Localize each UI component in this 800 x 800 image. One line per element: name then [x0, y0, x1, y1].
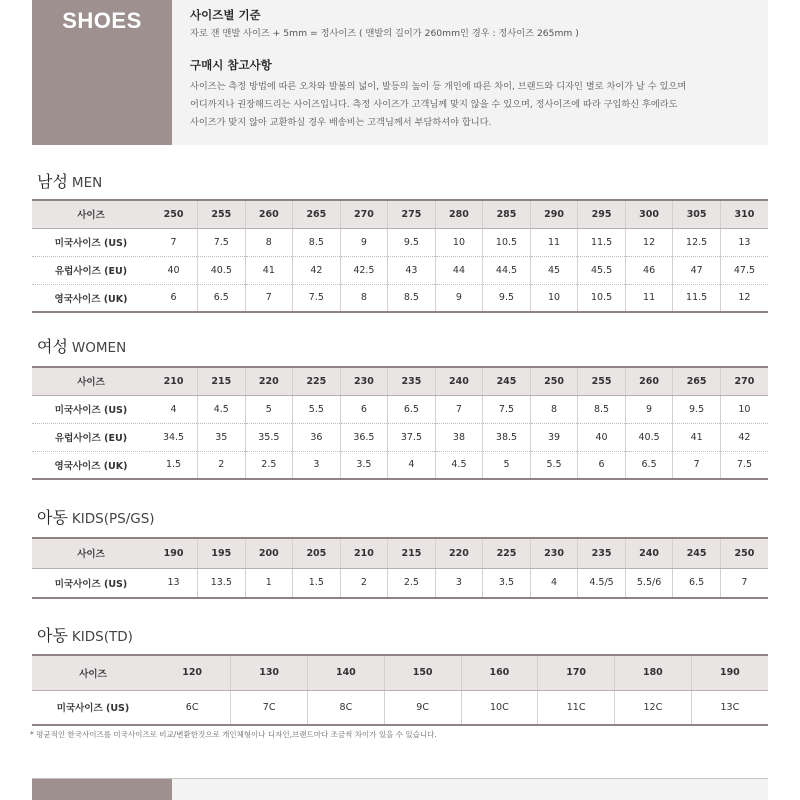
size-cell: 44.5	[483, 256, 531, 284]
men-section-title	[37, 169, 102, 192]
size-cell: 180	[615, 655, 692, 690]
size-cell: 255	[578, 367, 626, 395]
men-title-ko: 남성	[37, 172, 68, 191]
size-cell: 255	[198, 200, 246, 228]
size-cell: 42.5	[340, 256, 388, 284]
kids-td-title-en: KIDS(TD)	[71, 629, 133, 645]
size-cell: 6.5	[388, 395, 436, 423]
size-cell: 40.5	[198, 256, 246, 284]
criteria-title: 사이즈별 기준	[190, 8, 261, 22]
size-cell: 4.5	[198, 395, 246, 423]
row-label: 사이즈	[32, 200, 150, 228]
men-size-table	[32, 199, 768, 313]
size-cell: 12	[720, 284, 768, 312]
size-cell: 190	[691, 655, 768, 690]
size-row	[32, 423, 768, 451]
size-cell: 8.5	[578, 395, 626, 423]
size-cell: 5	[245, 395, 293, 423]
kids-gs-title-en: KIDS(PS/GS)	[71, 511, 155, 527]
size-cell: 5.5	[530, 451, 578, 479]
size-cell: 39	[530, 423, 578, 451]
size-cell: 250	[150, 200, 198, 228]
size-cell: 8	[245, 228, 293, 256]
kids-gs-title-ko: 아동	[37, 508, 68, 527]
size-cell: 4.5/5	[578, 568, 626, 598]
size-cell: 11	[625, 284, 673, 312]
size-cell: 45	[530, 256, 578, 284]
size-cell: 285	[483, 200, 531, 228]
size-cell: 225	[293, 367, 341, 395]
size-cell: 120	[154, 655, 231, 690]
row-label: 미국사이즈 (US)	[32, 568, 150, 598]
size-cell: 200	[245, 538, 293, 568]
kids-gs-size-table	[32, 537, 768, 599]
size-cell: 9	[625, 395, 673, 423]
size-cell: 9C	[384, 690, 461, 725]
shoes-tab-label: SHOES	[62, 8, 142, 33]
size-row	[32, 284, 768, 312]
size-cell: 47	[673, 256, 721, 284]
size-cell: 235	[388, 367, 436, 395]
women-title-ko: 여성	[37, 337, 68, 356]
size-cell: 245	[483, 367, 531, 395]
kids-gs-section-title	[37, 505, 155, 528]
row-label: 사이즈	[32, 538, 150, 568]
size-cell: 2	[340, 568, 388, 598]
size-cell: 11C	[538, 690, 615, 725]
size-cell: 265	[673, 367, 721, 395]
row-label: 유럽사이즈 (EU)	[32, 256, 150, 284]
size-row	[32, 395, 768, 423]
notes-line-3: 사이즈가 맞지 않아 교환하실 경우 배송비는 고객님께서 부담하셔야 합니다.	[190, 117, 492, 128]
size-cell: 275	[388, 200, 436, 228]
size-cell: 10.5	[483, 228, 531, 256]
size-cell: 1	[245, 568, 293, 598]
size-row	[32, 568, 768, 598]
kids-td-size-table	[32, 654, 768, 726]
size-cell: 230	[530, 538, 578, 568]
size-cell: 130	[231, 655, 308, 690]
size-cell: 4.5	[435, 451, 483, 479]
footnote: * 평균적인 한국사이즈를 미국사이즈로 비교/변환한것으로 개인체형이나 디자인,브랜드마다 조금씩 차이가 있을 수 있습니다.	[30, 730, 437, 739]
footer-tab	[32, 779, 172, 800]
row-label: 미국사이즈 (US)	[32, 690, 154, 725]
size-cell: 6.5	[625, 451, 673, 479]
size-cell: 13	[720, 228, 768, 256]
size-cell: 210	[150, 367, 198, 395]
size-cell: 8	[530, 395, 578, 423]
men-title-en: MEN	[71, 175, 103, 191]
size-cell: 10	[435, 228, 483, 256]
women-section-title	[37, 334, 126, 357]
size-cell: 12	[625, 228, 673, 256]
size-cell: 215	[388, 538, 436, 568]
size-cell: 40	[578, 423, 626, 451]
size-cell: 310	[720, 200, 768, 228]
size-cell: 43	[388, 256, 436, 284]
size-cell: 7	[435, 395, 483, 423]
size-cell: 225	[483, 538, 531, 568]
row-label: 사이즈	[32, 655, 154, 690]
size-header-row	[32, 367, 768, 395]
size-cell: 6.5	[198, 284, 246, 312]
size-cell: 300	[625, 200, 673, 228]
size-cell: 240	[625, 538, 673, 568]
size-cell: 8C	[308, 690, 385, 725]
size-cell: 41	[673, 423, 721, 451]
size-cell: 12.5	[673, 228, 721, 256]
size-cell: 2.5	[388, 568, 436, 598]
size-cell: 34.5	[150, 423, 198, 451]
size-cell: 41	[245, 256, 293, 284]
size-cell: 42	[720, 423, 768, 451]
size-cell: 235	[578, 538, 626, 568]
notes-line-2: 어디까지나 권장해드리는 사이즈입니다. 측정 사이즈가 고객님께 맞지 않을 수 있으며, 정사이즈에 따라 구입하신 후에라도	[190, 99, 678, 110]
size-cell: 260	[625, 367, 673, 395]
size-cell: 7.5	[293, 284, 341, 312]
size-cell: 7	[673, 451, 721, 479]
size-cell: 305	[673, 200, 721, 228]
size-cell: 9	[435, 284, 483, 312]
size-cell: 210	[340, 538, 388, 568]
size-cell: 260	[245, 200, 293, 228]
size-cell: 245	[673, 538, 721, 568]
size-cell: 7	[150, 228, 198, 256]
size-cell: 240	[435, 367, 483, 395]
size-cell: 11	[530, 228, 578, 256]
size-cell: 10C	[461, 690, 538, 725]
size-cell: 5.5/6	[625, 568, 673, 598]
size-cell: 190	[150, 538, 198, 568]
size-cell: 10	[530, 284, 578, 312]
size-cell: 10.5	[578, 284, 626, 312]
size-cell: 290	[530, 200, 578, 228]
size-cell: 38.5	[483, 423, 531, 451]
footer-panel	[172, 779, 768, 800]
size-cell: 3.5	[483, 568, 531, 598]
size-cell: 265	[293, 200, 341, 228]
criteria-text: 자로 잰 맨발 사이즈 + 5mm = 정사이즈 ( 맨발의 길이가 260mm인 경우 : 정사이즈 265mm )	[190, 28, 579, 39]
size-cell: 7	[720, 568, 768, 598]
size-cell: 3	[293, 451, 341, 479]
size-cell: 13.5	[198, 568, 246, 598]
size-cell: 40	[150, 256, 198, 284]
size-header-row	[32, 538, 768, 568]
size-cell: 37.5	[388, 423, 436, 451]
row-label: 사이즈	[32, 367, 150, 395]
size-cell: 7C	[231, 690, 308, 725]
size-cell: 6C	[154, 690, 231, 725]
size-cell: 3.5	[340, 451, 388, 479]
row-label: 미국사이즈 (US)	[32, 395, 150, 423]
size-cell: 2.5	[245, 451, 293, 479]
size-cell: 205	[293, 538, 341, 568]
size-cell: 7.5	[720, 451, 768, 479]
size-cell: 2	[198, 451, 246, 479]
size-cell: 220	[245, 367, 293, 395]
women-size-table	[32, 366, 768, 480]
size-cell: 220	[435, 538, 483, 568]
size-cell: 250	[720, 538, 768, 568]
size-cell: 9.5	[483, 284, 531, 312]
size-cell: 13	[150, 568, 198, 598]
size-cell: 9.5	[388, 228, 436, 256]
size-cell: 6	[340, 395, 388, 423]
size-cell: 36.5	[340, 423, 388, 451]
women-title-en: WOMEN	[71, 340, 127, 356]
size-cell: 3	[435, 568, 483, 598]
size-cell: 5	[483, 451, 531, 479]
size-cell: 195	[198, 538, 246, 568]
size-cell: 36	[293, 423, 341, 451]
size-cell: 215	[198, 367, 246, 395]
size-cell: 11.5	[673, 284, 721, 312]
size-cell: 280	[435, 200, 483, 228]
size-cell: 8.5	[388, 284, 436, 312]
size-cell: 140	[308, 655, 385, 690]
size-header-row	[32, 655, 768, 690]
size-row	[32, 451, 768, 479]
size-row	[32, 690, 768, 725]
size-cell: 42	[293, 256, 341, 284]
size-cell: 1.5	[150, 451, 198, 479]
size-cell: 6	[150, 284, 198, 312]
size-cell: 170	[538, 655, 615, 690]
size-cell: 230	[340, 367, 388, 395]
size-cell: 4	[388, 451, 436, 479]
size-cell: 250	[530, 367, 578, 395]
size-cell: 6	[578, 451, 626, 479]
size-cell: 150	[384, 655, 461, 690]
size-cell: 40.5	[625, 423, 673, 451]
size-cell: 5.5	[293, 395, 341, 423]
size-cell: 10	[720, 395, 768, 423]
size-cell: 9	[340, 228, 388, 256]
size-cell: 8	[340, 284, 388, 312]
size-cell: 295	[578, 200, 626, 228]
size-cell: 46	[625, 256, 673, 284]
size-cell: 160	[461, 655, 538, 690]
size-cell: 35.5	[245, 423, 293, 451]
size-cell: 47.5	[720, 256, 768, 284]
size-cell: 270	[340, 200, 388, 228]
size-cell: 13C	[691, 690, 768, 725]
size-cell: 12C	[615, 690, 692, 725]
size-cell: 7.5	[483, 395, 531, 423]
shoes-tab	[32, 0, 172, 145]
size-cell: 6.5	[673, 568, 721, 598]
size-cell: 7.5	[198, 228, 246, 256]
notes-line-1: 사이즈는 측정 방법에 따른 오차와 발볼의 넓이, 발등의 높이 등 개인에 따른 차이, 브랜드와 디자인 별로 차이가 날 수 있으며	[190, 81, 687, 92]
row-label: 영국사이즈 (UK)	[32, 451, 150, 479]
kids-td-section-title	[37, 623, 133, 646]
notes-title: 구매시 참고사항	[190, 58, 272, 72]
size-cell: 44	[435, 256, 483, 284]
size-cell: 4	[150, 395, 198, 423]
size-cell: 4	[530, 568, 578, 598]
size-cell: 8.5	[293, 228, 341, 256]
size-row	[32, 256, 768, 284]
size-row	[32, 228, 768, 256]
size-header-row	[32, 200, 768, 228]
size-cell: 11.5	[578, 228, 626, 256]
row-label: 유럽사이즈 (EU)	[32, 423, 150, 451]
row-label: 영국사이즈 (UK)	[32, 284, 150, 312]
size-cell: 1.5	[293, 568, 341, 598]
size-cell: 9.5	[673, 395, 721, 423]
size-cell: 7	[245, 284, 293, 312]
kids-td-title-ko: 아동	[37, 626, 68, 645]
row-label: 미국사이즈 (US)	[32, 228, 150, 256]
size-guide-panel	[172, 0, 768, 145]
size-cell: 270	[720, 367, 768, 395]
size-cell: 35	[198, 423, 246, 451]
size-cell: 38	[435, 423, 483, 451]
size-cell: 45.5	[578, 256, 626, 284]
